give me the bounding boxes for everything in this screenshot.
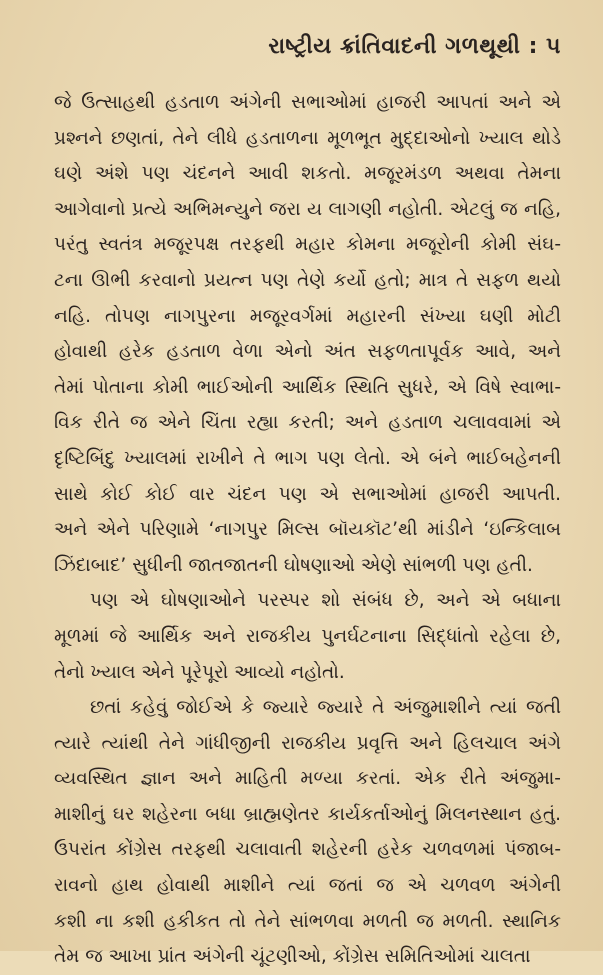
paragraph [54, 85, 561, 583]
paragraph [54, 583, 561, 690]
text-line: આગેવાનો પ્રત્યે અભિમન્યુને જરા ય લાગણી નહોતી. એટલું જ નહિ, [54, 198, 561, 220]
paragraph [54, 690, 561, 975]
text-line: પરંતુ સ્વતંત્ર મજૂરપક્ષ તરફથી મહાર કોમના મજૂરોની કોમી સંઘ- [54, 234, 561, 256]
text-line: પ્રશ્નને છણતાં, તેને લીધે હડતાળના મૂળભૂત મુદ્દાઓનો ખ્યાલ થોડે [54, 127, 561, 149]
text-line: તેનો ખ્યાલ એને પૂરેપૂરો આવ્યો નહોતો. [54, 661, 345, 683]
text-line: વ્યવસ્થિત જ્ઞાન અને માહિતી મળ્યા કરતાં. એક રીતે અંજુમા- [54, 768, 561, 790]
text-line: મૂળમાં જે આર્થિક અને રાજકીય પુનર્ઘટનાના સિદ્ધાંતો રહેલા છે, [54, 625, 561, 647]
text-line: રાવનો હાથ હોવાથી માશીને ત્યાં જતાં જ એ ચળવળ અંગેની [54, 875, 561, 897]
text-line: અને એને પરિણામે ‘નાગપુર મિલ્સ બૉયકૉટ’થી માંડીને ‘ઇન્કિલાબ [54, 519, 561, 541]
body-text [54, 85, 561, 975]
text-line: સાથે કોઈ કોઈ વાર ચંદન પણ એ સભાઓમાં હાજરી આપતી. [54, 483, 561, 505]
text-line: ટના ઊભી કરવાનો પ્રયત્ન પણ તેણે કર્યો હતો; માત્ર તે સફળ થયો [54, 269, 561, 291]
text-line: પણ એ ઘોષણાઓને પરસ્પર શો સંબંધ છે, અને એ બધાના [90, 590, 561, 612]
text-line: માશીનું ઘર શહેરના બધા બ્રાહ્મણેતર કાર્યકર્તાઓનું મિલનસ્થાન હતું. [54, 803, 561, 825]
text-line: નહિ. તોપણ નાગપુરના મજૂરવર્ગમાં મહારની સંખ્યા ઘણી મોટી [54, 305, 561, 327]
text-line: વિક રીતે જ એને ચિંતા રહ્યા કરતી; અને હડતાળ ચલાવવામાં એ [54, 412, 561, 434]
text-line: દૃષ્ટિબિંદુ ખ્યાલમાં રાખીને તે ભાગ પણ લેતો. એ બંને ભાઈબહેનની [54, 447, 561, 469]
text-line: તેમ જ આખા પ્રાંત અંગેની ચૂંટણીઓ, કોંગ્રેસ સમિતિઓમાં ચાલતા [54, 946, 531, 968]
running-header: રાષ્ટ્રીય ક્રાંતિવાદની ગળથૂથી : ૫ [268, 34, 561, 59]
text-line: તેમાં પોતાના કોમી ભાઈઓની આર્થિક સ્થિતિ સુધરે, એ વિષે સ્વાભા- [54, 376, 561, 398]
text-line: ઝિંદાબાદ’ સુધીની જાતજાતની ઘોષણાઓ એણે સાંભળી પણ હતી. [54, 554, 533, 576]
text-line: હોવાથી હરેક હડતાળ વેળા એનો અંત સફળતાપૂર્વક આવે, અને [54, 341, 561, 363]
text-line: છતાં કહેવું જોઈએ કે જ્યારે જ્યારે તે અંજુમાશીને ત્યાં જતી [90, 697, 561, 719]
text-line: ઉપરાંત કોંગ્રેસ તરફથી ચલાવાતી શહેરની હરેક ચળવળમાં પંજાબ- [54, 839, 561, 861]
text-line: જે ઉત્સાહથી હડતાળ અંગેની સભાઓમાં હાજરી આપતાં અને એ [54, 92, 561, 113]
text-line: ત્યારે ત્યાંથી તેને ગાંધીજીની રાજકીય પ્રવૃત્તિ અને હિલચાલ અંગે [54, 732, 561, 754]
text-line: કશી ના કશી હકીકત તો તેને સાંભળવા મળતી જ મળતી. સ્થાનિક [54, 910, 561, 932]
text-line: ઘણે અંશે પણ ચંદનને આવી શકતો. મજૂરમંડળ અથવા તેમના [54, 163, 561, 185]
